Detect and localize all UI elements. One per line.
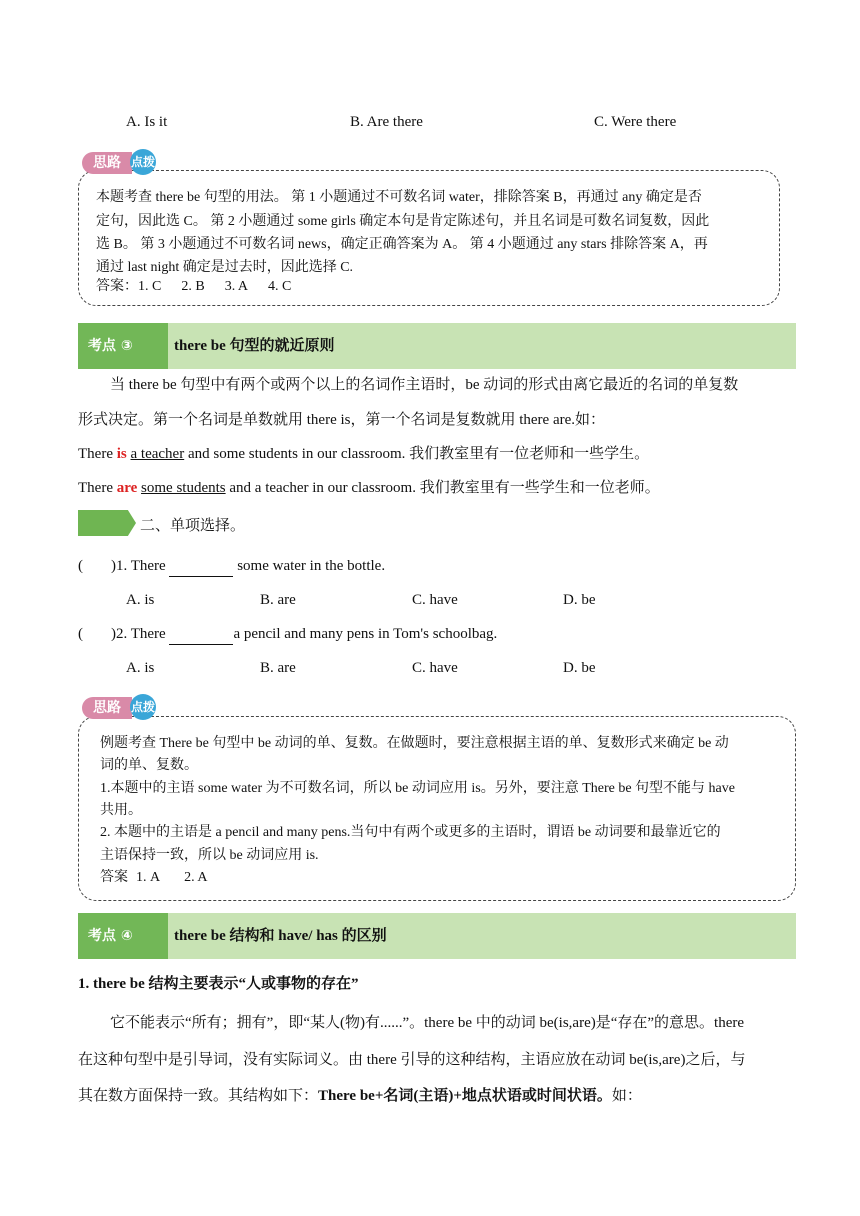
example-2 xyxy=(78,478,660,498)
section4-para-line: 它不能表示“所有；拥有”，即“某人(物)有......”。there be 中的动词 be(is,are)是“存在”的意思。there xyxy=(110,1015,745,1031)
question-2 xyxy=(78,624,497,645)
hint1-line: 选 B。 第 3 小题通过不可数名词 news，确定正确答案为 A。 第 4 小题通过 any stars 排除答案 A，再 xyxy=(96,237,708,252)
ex2-verb: are xyxy=(116,480,138,496)
q1-option-a: A. is xyxy=(126,592,155,608)
practice-arrow-icon xyxy=(78,510,136,536)
hint1-answers xyxy=(96,275,291,299)
section4-para-line: 在这种句型中是引导词，没有实际词义。由 there 引导的这种结构，主语应放在动词 be(is,are)之后，与 xyxy=(78,1052,746,1068)
hint-badge-circle: 点拨 xyxy=(130,149,156,175)
answer-4: 4. C xyxy=(268,279,292,294)
hint1-line: 定句，因此选 C。 第 2 小题通过 some girls 确定本句是肯定陈述句，并且名词是可数名词复数，因此 xyxy=(96,214,710,229)
section4-structure-line xyxy=(78,1086,642,1106)
section-4-title: there be 结构和 have/ has 的区别 xyxy=(174,928,387,944)
answer-2: 2. A xyxy=(184,870,208,885)
q1-option-d: D. be xyxy=(563,592,596,608)
structure-pre: 其在数方面保持一致。其结构如下： xyxy=(78,1088,319,1104)
q2-number: )2. There xyxy=(111,626,166,642)
section-3-tag: 考点 ③ xyxy=(78,323,168,369)
section-4-tag: 考点 ④ xyxy=(78,913,168,959)
ex1-verb: is xyxy=(116,446,127,462)
answer-label: 答案 xyxy=(100,870,128,885)
q2-paren: ( xyxy=(78,626,83,642)
q1-paren: ( xyxy=(78,558,83,574)
hint-badge-label: 思路 xyxy=(82,697,132,719)
q1-text: some water in the bottle. xyxy=(233,558,386,574)
ex1-noun: a teacher xyxy=(130,446,185,462)
section4-subheading: 1. there be 结构主要表示“人或事物的存在” xyxy=(78,976,359,992)
hint2-line: 2. 本题中的主语是 a pencil and many pens.当句中有两个或更多的主语时，谓语 be 动词要和最靠近它的 xyxy=(100,825,721,840)
example-1 xyxy=(78,444,649,464)
q2-blank xyxy=(169,624,233,645)
ex1-post: and some students in our classroom. 我们教室里有一位老师和一些学生。 xyxy=(184,446,650,462)
structure-post: 如： xyxy=(611,1088,642,1104)
hint2-line: 共用。 xyxy=(100,803,142,818)
hint2-line: 主语保持一致，所以 be 动词应用 is. xyxy=(100,848,319,863)
section-4-header xyxy=(78,913,796,959)
hint-badge-circle: 点拨 xyxy=(130,694,156,720)
q1-option-c: C. have xyxy=(412,592,458,608)
hint2-line: 1.本题中的主语 some water 为不可数名词，所以 be 动词应用 is。另外，要注意 There be 句型不能与 have xyxy=(100,781,735,796)
section-3-header xyxy=(78,323,796,369)
exercise-heading: 二、单项选择。 xyxy=(140,518,246,534)
ex2-noun: some students xyxy=(141,480,226,496)
hint-badge-label: 思路 xyxy=(82,152,132,174)
ex1-pre: There xyxy=(78,446,117,462)
option-a: A. Is it xyxy=(126,114,168,130)
q2-option-d: D. be xyxy=(563,660,596,676)
section-3-title: there be 句型的就近原则 xyxy=(174,338,335,354)
answer-1: 1. C xyxy=(138,279,162,294)
hint2-line: 词的单、复数。 xyxy=(100,758,198,773)
question-1 xyxy=(78,556,385,577)
answer-1: 1. A xyxy=(136,870,161,885)
section3-para-line: 当 there be 句型中有两个或两个以上的名词作主语时，be 动词的形式由离它最近的名词的单复数 xyxy=(110,377,739,393)
q2-option-b: B. are xyxy=(260,660,296,676)
answer-label: 答案： xyxy=(96,279,138,294)
answer-2: 2. B xyxy=(181,279,205,294)
section3-para-line: 形式决定。第一个名词是单数就用 there is，第一个名词是复数就用 there are.如： xyxy=(78,412,606,428)
ex2-pre: There xyxy=(78,480,117,496)
q1-number: )1. There xyxy=(111,558,166,574)
ex2-post: and a teacher in our classroom. 我们教室里有一些学生和一位老师。 xyxy=(225,480,660,496)
answer-3: 3. A xyxy=(224,279,249,294)
hint2-line: 例题考查 There be 句型中 be 动词的单、复数。在做题时，要注意根据主语的单、复数形式来确定 be 动 xyxy=(100,736,729,751)
q1-option-b: B. are xyxy=(260,592,296,608)
hint2-answers xyxy=(100,866,207,890)
option-b: B. Are there xyxy=(350,114,423,130)
hint1-line: 本题考查 there be 句型的用法。 第 1 小题通过不可数名词 water，排除答案 B，再通过 any 确定是否 xyxy=(96,190,702,205)
q2-option-a: A. is xyxy=(126,660,155,676)
q2-option-c: C. have xyxy=(412,660,458,676)
hint1-line: 通过 last night 确定是过去时，因此选择 C. xyxy=(96,260,354,275)
q1-blank xyxy=(169,556,233,577)
structure-formula: There be+名词(主语)+地点状语或时间状语。 xyxy=(318,1088,612,1104)
option-c: C. Were there xyxy=(594,114,677,130)
q2-text: a pencil and many pens in Tom's schoolbag. xyxy=(233,626,498,642)
